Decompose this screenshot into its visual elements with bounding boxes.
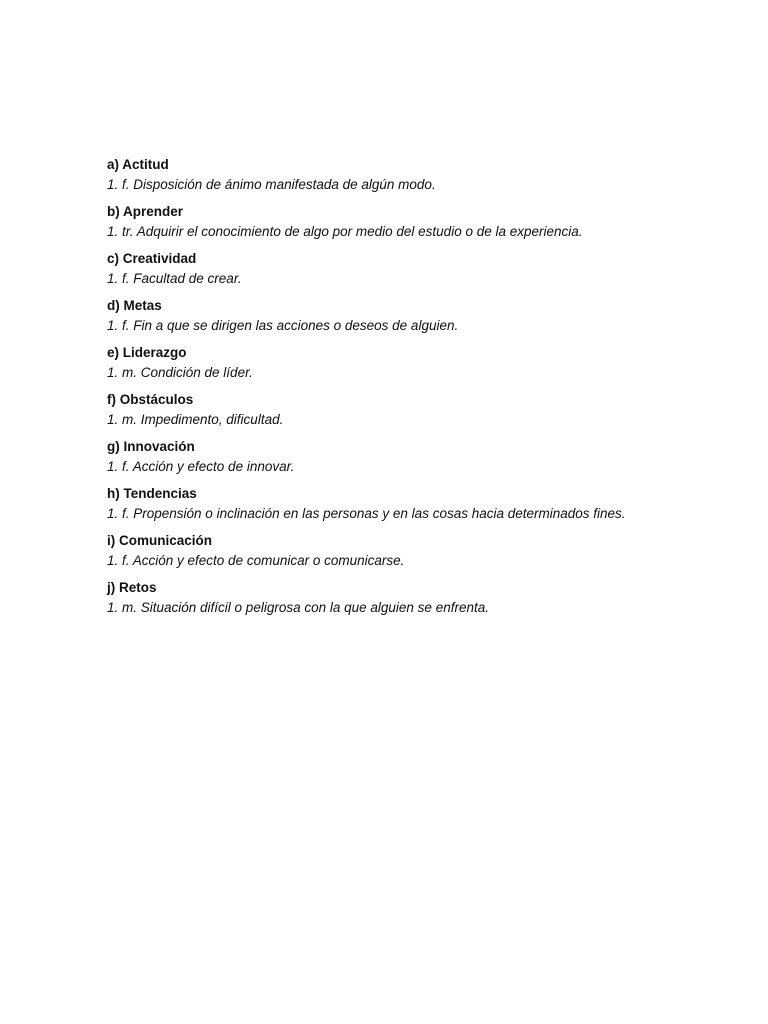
entry-definition: 1. m. Situación difícil o peligrosa con la que alguien se enfrenta. xyxy=(107,600,489,615)
glossary-entry-innovacion xyxy=(107,437,647,477)
entry-definition: 1. f. Acción y efecto de comunicar o comunicarse. xyxy=(107,553,405,568)
glossary-entry-comunicacion xyxy=(107,531,647,571)
glossary-entry-creatividad xyxy=(107,249,647,289)
glossary-entry-metas xyxy=(107,296,647,336)
glossary-entry-aprender xyxy=(107,202,647,242)
entry-definition: 1. m. Condición de líder. xyxy=(107,365,253,380)
glossary-list xyxy=(107,155,647,625)
entry-term: a) Actitud xyxy=(107,157,169,172)
glossary-entry-retos xyxy=(107,578,647,618)
glossary-entry-liderazgo xyxy=(107,343,647,383)
entry-definition: 1. f. Disposición de ánimo manifestada de algún modo. xyxy=(107,177,436,192)
glossary-entry-obstaculos xyxy=(107,390,647,430)
entry-term: f) Obstáculos xyxy=(107,392,194,407)
entry-definition: 1. tr. Adquirir el conocimiento de algo por medio del estudio o de la experiencia. xyxy=(107,224,583,239)
entry-definition: 1. f. Acción y efecto de innovar. xyxy=(107,459,295,474)
entry-definition: 1. f. Propensión o inclinación en las personas y en las cosas hacia determinados fines. xyxy=(107,506,626,521)
entry-definition: 1. f. Fin a que se dirigen las acciones o deseos de alguien. xyxy=(107,318,459,333)
entry-term: d) Metas xyxy=(107,298,162,313)
entry-term: e) Liderazgo xyxy=(107,345,187,360)
glossary-entry-tendencias xyxy=(107,484,647,524)
entry-definition: 1. f. Facultad de crear. xyxy=(107,271,242,286)
entry-term: c) Creatividad xyxy=(107,251,197,266)
entry-term: i) Comunicación xyxy=(107,533,213,548)
entry-term: h) Tendencias xyxy=(107,486,197,501)
glossary-entry-actitud xyxy=(107,155,647,195)
entry-term: g) Innovación xyxy=(107,439,195,454)
entry-definition: 1. m. Impedimento, dificultad. xyxy=(107,412,284,427)
entry-term: b) Aprender xyxy=(107,204,184,219)
entry-term: j) Retos xyxy=(107,580,157,595)
